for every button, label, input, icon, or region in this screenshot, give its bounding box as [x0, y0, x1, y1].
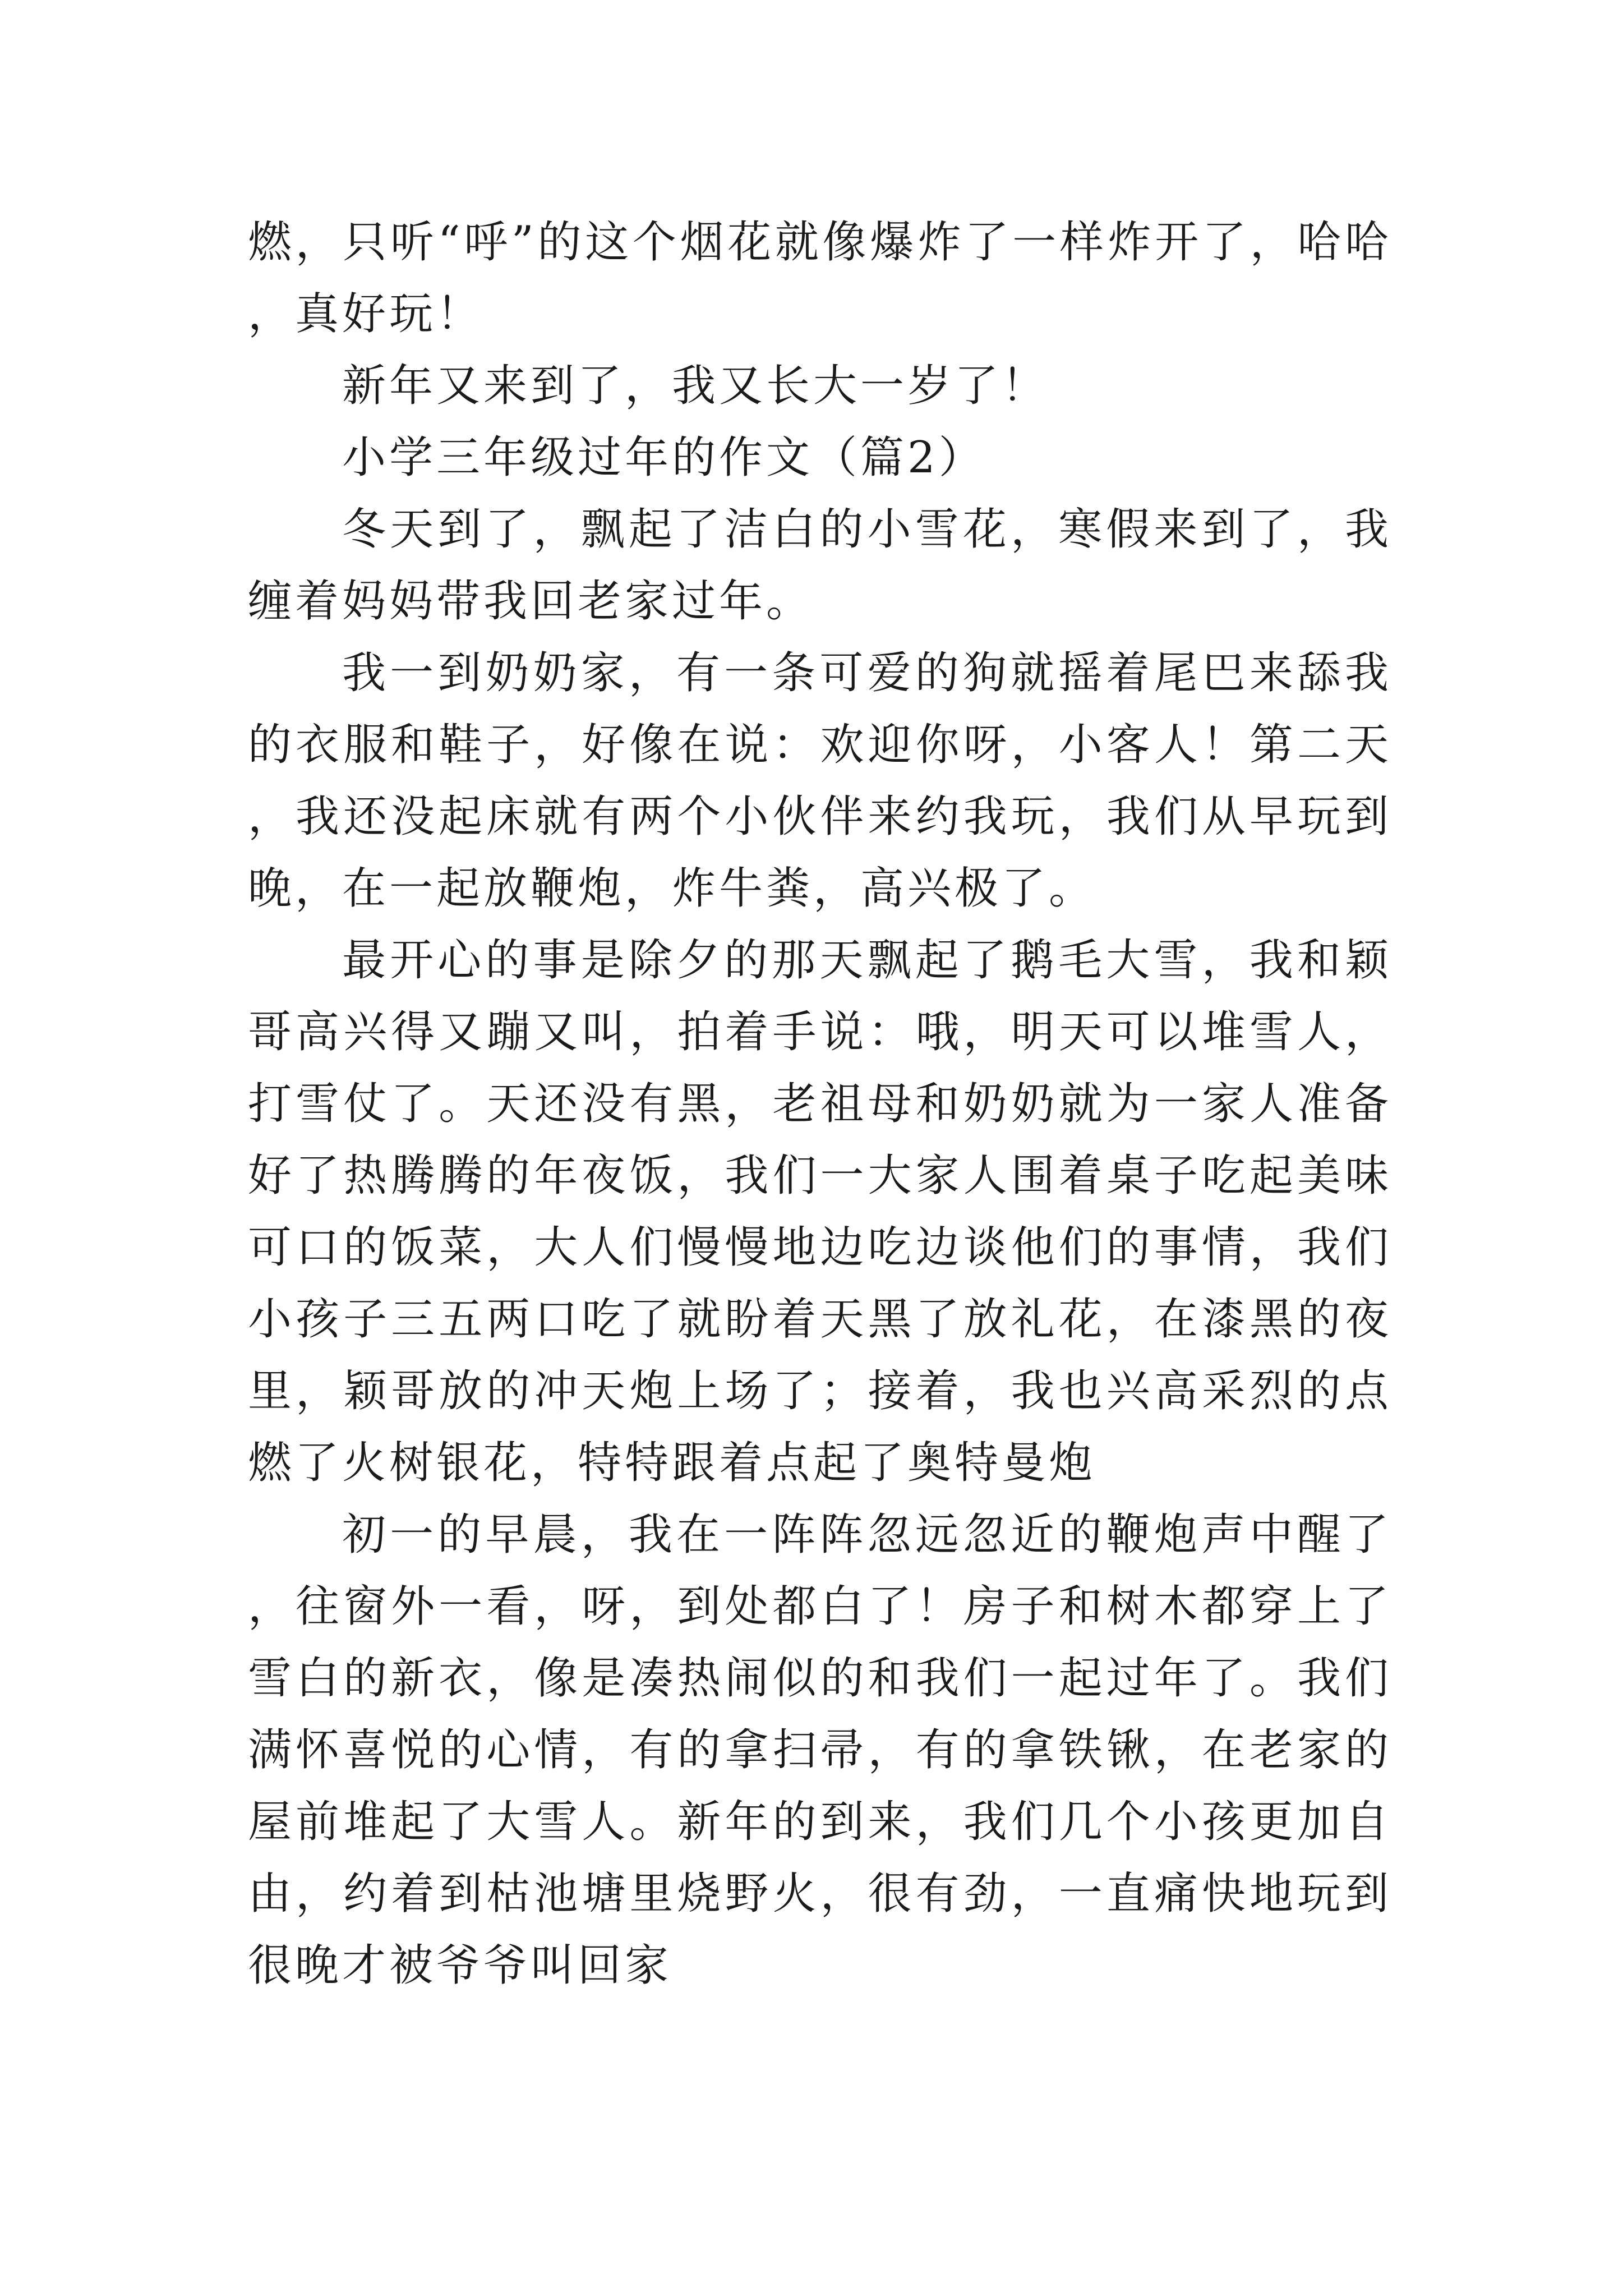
paragraph-first-morning: 初一的早晨，我在一阵阵忽远忽近的鞭炮声中醒了，往窗外一看，呀，到处都白了！房子和树木都穿上了雪白的新衣，像是凑热闹似的和我们一起过年了。我们满怀喜悦的心情，有的拿扫帚，有的拿铁锹，在老家的屋前堆起了大雪人。新年的到来，我们几个小孩更加自由，约着到枯池塘里烧野火，很有劲，一直痛快地玩到很晚才被爷爷叫回家: [248, 1510, 1392, 1991]
paragraph-new-years-eve: 最开心的事是除夕的那天飘起了鹅毛大雪，我和颖哥高兴得又蹦又叫，拍着手说：哦，明天可以堆雪人，打雪仗了。天还没有黑，老祖母和奶奶就为一家人准备好了热腾腾的年夜饭，我们一大家人围着桌子吃起美味可口的饭菜，大人们慢慢地边吃边谈他们的事情，我们小孩子三五两口吃了就盼着天黑了放礼花，在漆黑的夜里，颖哥放的冲天炮上场了；接着，我也兴高采烈的点燃了火树银花，特特跟着点起了奥特曼炮: [248, 935, 1392, 1488]
document-body: [248, 206, 1392, 2001]
paragraph-winter: 冬天到了，飘起了洁白的小雪花，寒假来到了，我缠着妈妈带我回老家过年。: [248, 504, 1392, 627]
paragraph-continuation: 燃，只听“呼”的这个烟花就像爆炸了一样炸开了，哈哈，真好玩！: [248, 217, 1392, 339]
paragraph-grandma-house: 我一到奶奶家，有一条可爱的狗就摇着尾巴来舔我的衣服和鞋子，好像在说：欢迎你呀，小客人！第二天，我还没起床就有两个小伙伴来约我玩，我们从早玩到晚，在一起放鞭炮，炸牛粪，高兴极了。: [248, 648, 1392, 914]
paragraph-new-year: 新年又来到了，我又长大一岁了！: [342, 361, 1049, 411]
essay-title: 小学三年级过年的作文（篇2）: [342, 432, 986, 483]
